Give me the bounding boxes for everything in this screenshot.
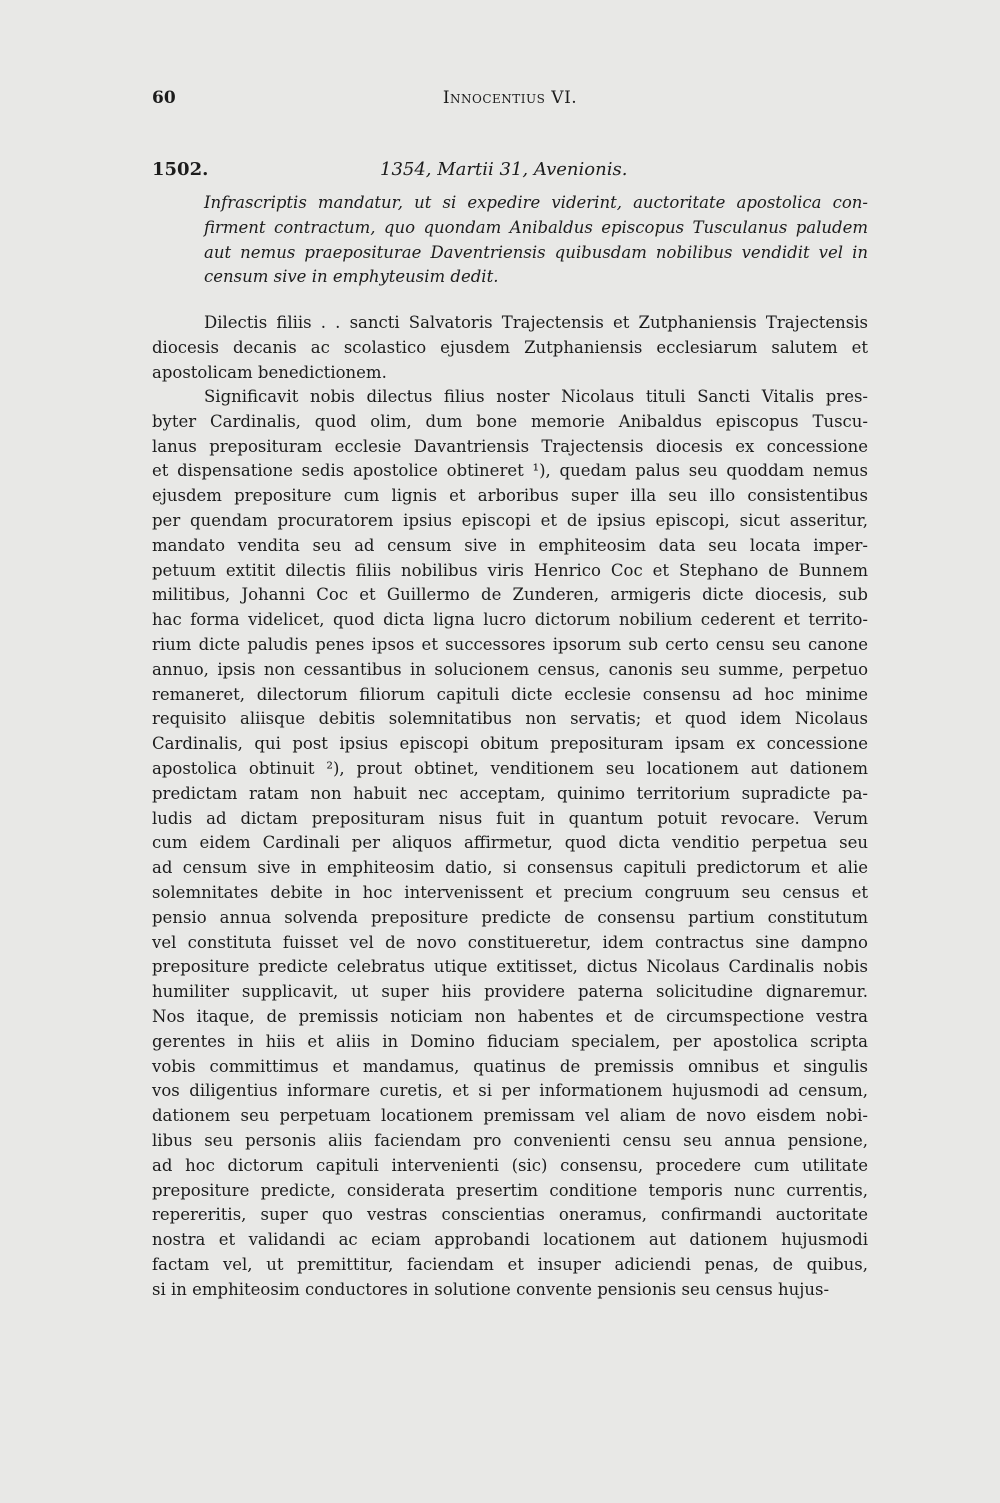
regest-summary	[204, 191, 868, 290]
running-head	[152, 88, 868, 114]
body-line: ludis ad dictam preposituram nisus fuit in quantum potuit revocare. Verum	[152, 808, 868, 828]
body-line: humiliter supplicavit, ut super hiis providere paterna solicitudine dignaremur.	[152, 982, 868, 1002]
body-line: byter Cardinalis, quod olim, dum bone memorie Anibaldus episcopus Tuscu-	[152, 411, 868, 431]
body-line: solemnitates debite in hoc intervenissent et precium congruum seu census et	[152, 882, 868, 902]
body-line: et dispensatione sedis apostolice obtineret ¹), quedam palus seu quoddam nemus	[152, 461, 868, 481]
body-line: si in emphiteosim conductores in solutione convente pensionis seu census hujus-	[152, 1279, 830, 1299]
body-line: repereritis, super quo vestras conscientias oneramus, confirmandi auctoritate	[152, 1205, 868, 1225]
letter-body	[152, 385, 868, 1302]
body-line: Cardinalis, qui post ipsius episcopi obitum preposituram ipsam ex concessione	[152, 734, 868, 754]
body-line: ad censum sive in emphiteosim datio, si consensus capituli predictorum et alie	[152, 858, 868, 878]
body-line: dationem seu perpetuam locationem premissam vel aliam de novo eisdem nobi-	[152, 1106, 868, 1126]
regest-line: Infrascriptis mandatur, ut si expedire viderint, auctoritate apostolica con-	[204, 193, 868, 212]
entry-number: 1502.	[152, 159, 209, 180]
body-line: hac forma videlicet, quod dicta ligna lucro dictorum nobilium cederent et territo-	[152, 610, 868, 630]
body-line: vel constituta fuisset vel de novo constitueretur, idem contractus sine dampno	[152, 932, 868, 952]
body-line: militibus, Johanni Coc et Guillermo de Zunderen, armigeris dicte diocesis, sub	[152, 585, 868, 605]
body-line: nostra et validandi ac eciam approbandi locationem aut dationem hujusmodi	[152, 1230, 868, 1250]
body-line: predictam ratam non habuit nec acceptam, quinimo territorium supradicte pa-	[152, 783, 868, 803]
body-line: requisito aliisque debitis solemnitatibus non servatis; et quod idem Nicolaus	[152, 709, 868, 729]
address-line: apostolicam benedictionem.	[152, 362, 387, 382]
entry-heading	[152, 159, 868, 185]
body-line: mandato vendita seu ad censum sive in emphiteosim data seu locata imper-	[152, 535, 868, 555]
address-line: diocesis decanis ac scolastico ejusdem Zutphaniensis ecclesiarum salutem et	[152, 337, 868, 357]
body-line: rium dicte paludis penes ipsos et successores ipsorum sub certo censu seu canone	[152, 634, 868, 654]
body-line: factam vel, ut premittitur, faciendam et insuper adiciendi penas, de quibus,	[152, 1254, 868, 1274]
regest-line: firment contractum, quo quondam Anibaldus episcopus Tusculanus paludem	[204, 217, 868, 237]
entry-date: 1354, Martii 31, Avenionis.	[380, 159, 628, 180]
letter-address	[152, 311, 868, 385]
body-line: lanus preposituram ecclesie Davantriensis Trajectensis diocesis ex concessione	[152, 436, 868, 456]
address-line: Dilectis filiis . . sancti Salvatoris Trajectensis et Zutphaniensis Trajectensis	[204, 313, 868, 332]
body-line: gerentes in hiis et aliis in Domino fiduciam specialem, per apostolica scripta	[152, 1031, 868, 1051]
body-line: Significavit nobis dilectus filius noster Nicolaus tituli Sancti Vitalis pres-	[204, 387, 868, 406]
body-line: cum eidem Cardinali per aliquos affirmetur, quod dicta venditio perpetua seu	[152, 833, 868, 853]
body-line: per quendam procuratorem ipsius episcopi et de ipsius episcopi, sicut asseritur,	[152, 510, 868, 530]
body-line: libus seu personis aliis faciendam pro convenienti censu seu annua pensione,	[152, 1130, 868, 1150]
body-line: prepositure predicte celebratus utique extitisset, dictus Nicolaus Cardinalis nobis	[152, 957, 868, 977]
body-line: ad hoc dictorum capituli intervenienti (sic) consensu, procedere cum utilitate	[152, 1155, 868, 1175]
page-number: 60	[152, 88, 176, 108]
running-title: Innocentius VI.	[442, 88, 578, 108]
body-line: annuo, ipsis non cessantibus in solucionem census, canonis seu summe, perpetuo	[152, 659, 868, 679]
body-line: apostolica obtinuit ²), prout obtinet, venditionem seu locationem aut dationem	[152, 758, 868, 778]
body-line: Nos itaque, de premissis noticiam non habentes et de circumspectione vestra	[152, 1006, 868, 1026]
body-line: vobis committimus et mandamus, quatinus de premissis omnibus et singulis	[152, 1056, 868, 1076]
body-line: vos diligentius informare curetis, et si per informationem hujusmodi ad censum,	[152, 1081, 868, 1101]
regest-line: aut nemus praepositurae Daventriensis quibusdam nobilibus vendidit vel in	[204, 242, 868, 262]
body-line: ejusdem prepositure cum lignis et arboribus super illa seu illo consistentibus	[152, 486, 868, 506]
body-line: pensio annua solvenda prepositure predicte de consensu partium constitutum	[152, 907, 868, 927]
body-line: petuum extitit dilectis filiis nobilibus viris Henrico Coc et Stephano de Bunnem	[152, 560, 868, 580]
regest-line: censum sive in emphyteusim dedit.	[204, 267, 499, 287]
body-line: remaneret, dilectorum filiorum capituli dicte ecclesie consensu ad hoc minime	[152, 684, 868, 704]
body-line: prepositure predicte, considerata presertim conditione temporis nunc currentis,	[152, 1180, 868, 1200]
